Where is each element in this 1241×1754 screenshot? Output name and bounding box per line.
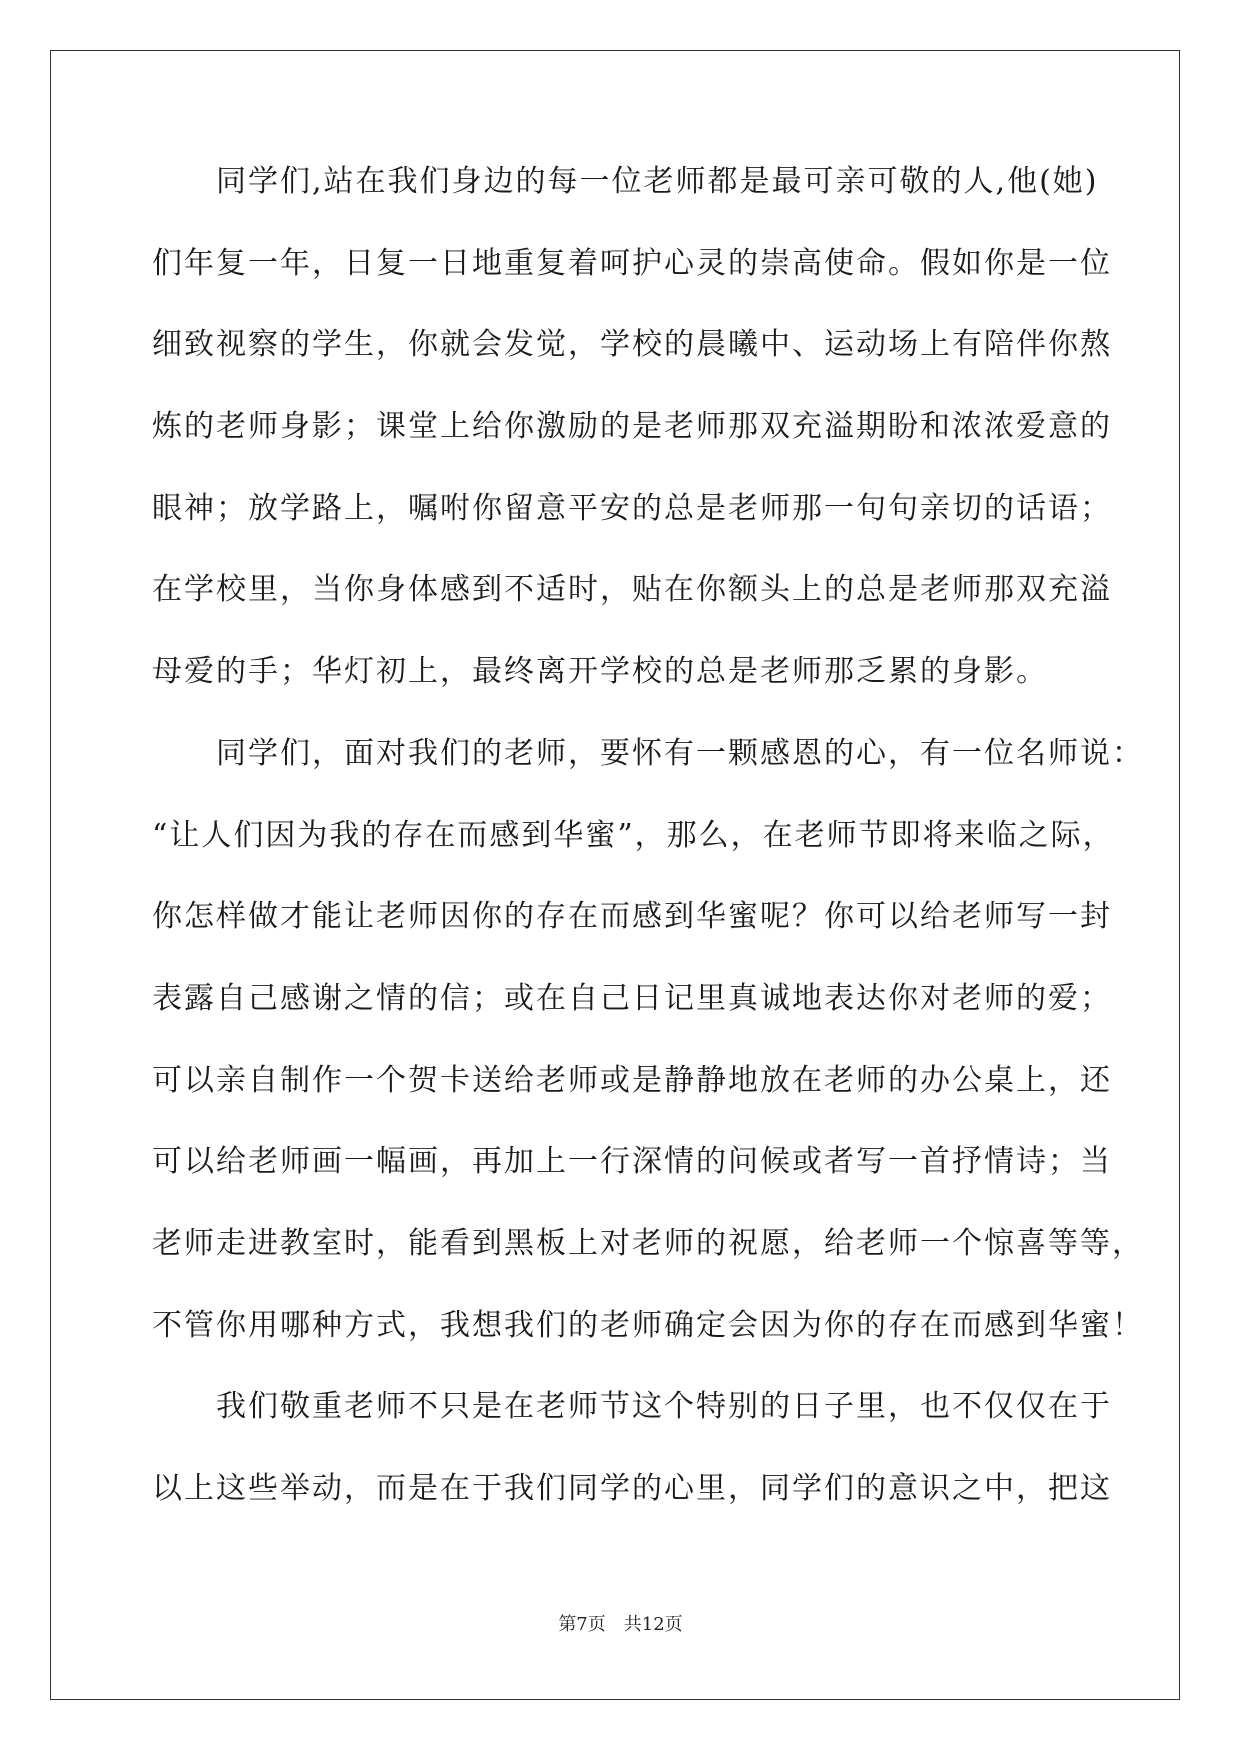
- text-line: 表露自己感谢之情的信；或在自己日记里真诚地表达你对老师的爱；: [152, 980, 1112, 1016]
- text-line: 眼神；放学路上，嘱咐你留意平安的总是老师那一句句亲切的话语；: [152, 490, 1112, 526]
- text-line: “让人们因为我的存在而感到华蜜”，那么，在老师节即将来临之际，: [152, 817, 1115, 853]
- text-line: 可以亲自制作一个贺卡送给老师或是静静地放在老师的办公桌上，还: [152, 1062, 1112, 1098]
- text-line: 母爱的手；华灯初上，最终离开学校的总是老师那乏累的身影。: [152, 654, 1048, 690]
- document-body: [152, 164, 1144, 1554]
- text-line: 我们敬重老师不只是在老师节这个特别的日子里，也不仅仅在于: [216, 1389, 1112, 1425]
- text-line: 老师走进教室时，能看到黑板上对老师的祝愿，给老师一个惊喜等等，: [152, 1225, 1144, 1261]
- page-number-footer: 第7页 共12页: [558, 1614, 683, 1635]
- text-line: 同学们，面对我们的老师，要怀有一颗感恩的心，有一位名师说：: [216, 735, 1144, 771]
- text-line: 在学校里，当你身体感到不适时，贴在你额头上的总是老师那双充溢: [152, 572, 1112, 608]
- text-line: 可以给老师画一幅画，再加上一行深情的问候或者写一首抒情诗；当: [152, 1144, 1112, 1180]
- text-line: 们年复一年，日复一日地重复着呵护心灵的崇高使命。假如你是一位: [152, 245, 1112, 281]
- text-line: 细致视察的学生，你就会发觉，学校的晨曦中、运动场上有陪伴你熬: [152, 327, 1112, 363]
- text-line: 你怎样做才能让老师因你的存在而感到华蜜呢？你可以给老师写一封: [152, 899, 1112, 935]
- text-line: 不管你用哪种方式，我想我们的老师确定会因为你的存在而感到华蜜！: [152, 1307, 1144, 1343]
- text-line: 炼的老师身影；课堂上给你激励的是老师那双充溢期盼和浓浓爱意的: [152, 409, 1112, 445]
- text-line: 同学们,站在我们身边的每一位老师都是最可亲可敬的人,他(她): [216, 164, 1099, 199]
- text-line: 以上这些举动，而是在于我们同学的心里，同学们的意识之中，把这: [152, 1471, 1112, 1506]
